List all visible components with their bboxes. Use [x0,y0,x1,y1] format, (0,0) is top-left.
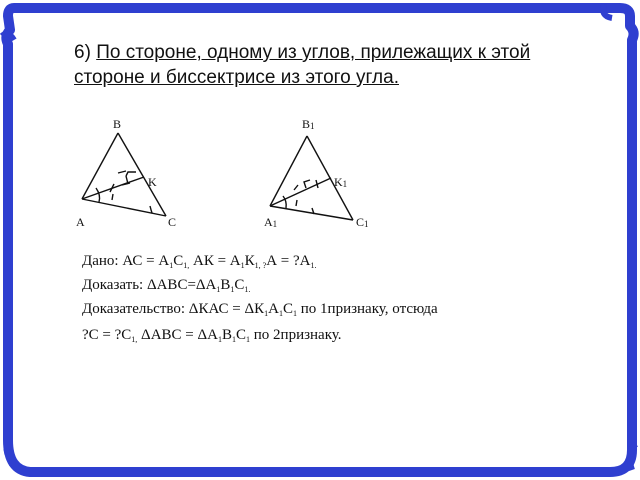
angle-arc-c [150,206,152,213]
right-angle-mark-k1 [304,180,310,188]
slide-number: 6) [74,42,91,63]
label-k: K [148,175,157,189]
angle-arc-a [96,188,100,202]
label-a1: A1 [264,215,278,229]
label-a: A [76,215,85,229]
label-b: B [113,117,122,131]
title-line-2: стороне и биссектрисе из этого угла. [74,67,399,88]
conclusion-line: ?С = $?С_{1,}$ $\Delta АВС = \Delta А_1В_1С_1$ по 2признаку. [82,327,342,344]
label-c1: C1 [356,215,369,229]
title-line-1: По стороне, одному из углов, прилежащих к этой [96,42,531,63]
proof-line: Доказательство: $\Delta КАС = \Delta К_1А_1С_1$ по 1признаку, отсюда [82,301,438,318]
angle-arc-a1 [283,196,286,208]
bisector-a1k1 [270,178,331,206]
given-line: Дано: АС = $А_1С_{1,}$ АК = $А_1К_{1, ?}А$ = $?А_{1.}$ [82,253,317,270]
right-angle-mark-k [126,172,136,176]
label-c: C [168,215,177,229]
label-b1: B1 [302,117,315,131]
prove-line: Доказать: $\Delta АВС=\Delta А_1В_1С_{1.}$ [82,277,251,294]
label-k1: K1 [334,175,348,189]
